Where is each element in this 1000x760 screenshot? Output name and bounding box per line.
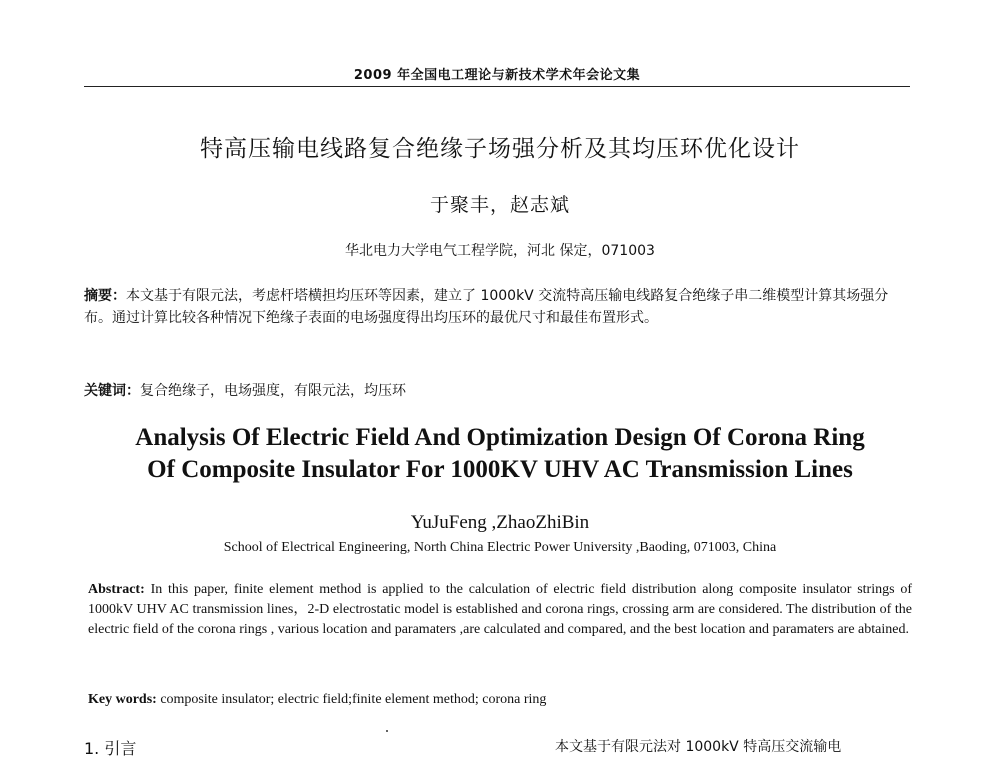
chinese-abstract-text: 本文基于有限元法，考虑杆塔横担均压环等因素，建立了 1000kV 交流特高压输电线路复合绝缘子串二维模型计算其场强分布。通过计算比较各种情况下绝缘子表面的电场强度得出均压环的最优尺寸和最佳布置形式。 [84, 288, 889, 326]
section-1-heading: 1. 引言 [84, 739, 137, 758]
english-affiliation: School of Electrical Engineering, North China Electric Power University ,Baoding, 071003, China [223, 540, 777, 555]
stray-dot [386, 730, 388, 732]
english-abstract [88, 580, 912, 640]
english-abstract-label: Abstract: [88, 582, 151, 597]
right-column-text: 本文基于有限元法对 1000kV 特高压交流输电 [555, 739, 842, 755]
chinese-affiliation: 华北电力大学电气工程学院，河北 保定，071003 [345, 243, 655, 259]
journal-header: 2009 年全国电工理论与新技术学术年会论文集 [353, 68, 641, 83]
chinese-keywords-text: 复合绝缘子，电场强度，有限元法，均压环 [140, 383, 406, 399]
chinese-authors: 于聚丰，赵志斌 [429, 194, 570, 216]
chinese-title: 特高压输电线路复合绝缘子场强分析及其均压环优化设计 [200, 136, 800, 162]
english-title-line-1: Analysis Of Electric Field And Optimization Design Of Corona Ring [135, 424, 865, 451]
header-divider [84, 86, 910, 87]
english-abstract-text: In this paper, finite element method is applied to the calculation of electric field distribution along composite insulator strings of 1000kV UHV AC transmission lines，2-D electrostatic model is established and corona rings, crossing arm are considered. The distribution of the electric field of the corona rings , various location and paramaters ,are calculated and compared, and the best location and paramaters are abtained. [88, 582, 912, 637]
chinese-abstract-label: 摘要： [84, 288, 126, 304]
english-keywords [88, 692, 912, 708]
english-title [60, 422, 940, 486]
chinese-keywords [84, 380, 910, 400]
english-title-line-2: Of Composite Insulator For 1000KV UHV AC Transmission Lines [147, 456, 853, 483]
english-keywords-label: Key words: [88, 692, 161, 707]
chinese-keywords-label: 关键词： [84, 383, 140, 399]
chinese-abstract [84, 285, 910, 329]
english-authors: YuJuFeng ,ZhaoZhiBin [410, 512, 590, 533]
english-keywords-text: composite insulator; electric field;finite element method; corona ring [160, 692, 547, 707]
